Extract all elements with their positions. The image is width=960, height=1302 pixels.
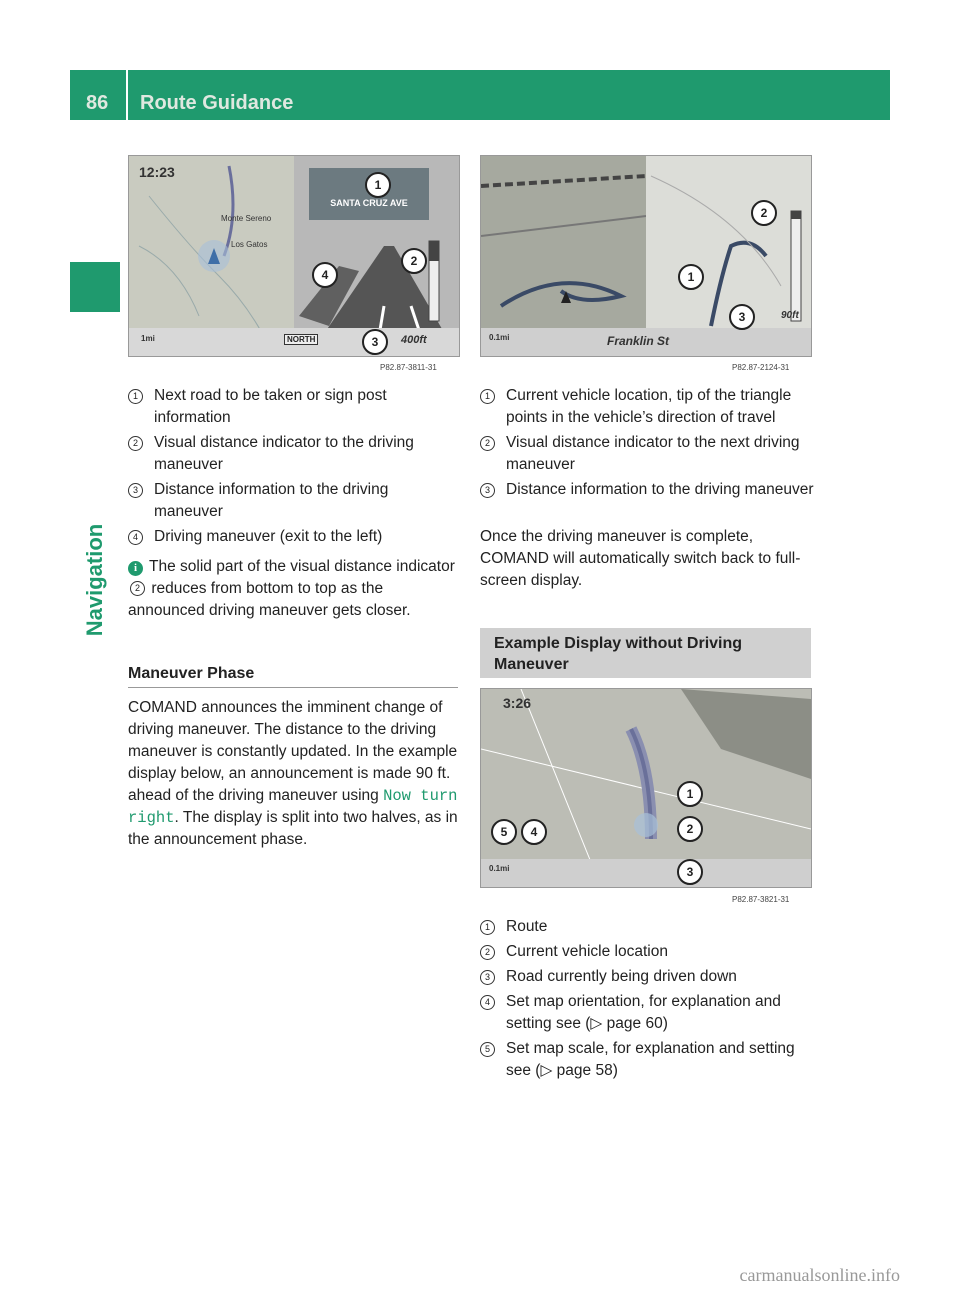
- item-text: Current vehicle location: [506, 943, 668, 960]
- fig3-callout-2: 2: [677, 816, 703, 842]
- list-item: [480, 916, 815, 938]
- side-tab-label-box: [72, 480, 118, 680]
- item-number: 3: [480, 970, 495, 985]
- example-heading-box: [480, 628, 811, 678]
- side-tab-label: Navigation: [82, 523, 107, 637]
- note-ref-number: 2: [130, 581, 145, 596]
- fig2-callout-1: 1: [678, 264, 704, 290]
- figure-announcement-display: [128, 155, 460, 357]
- fig1-callout-4: 4: [312, 262, 338, 288]
- item-text: Visual distance indicator to the driving maneuver: [154, 434, 414, 473]
- item-text: Current vehicle location, tip of the triangle points in the vehicle’s direction of travel: [506, 387, 792, 426]
- item-text: Set map scale, for explanation and setting see (▷ page 58): [506, 1040, 795, 1079]
- item-text: Route: [506, 918, 548, 935]
- maneuver-paragraph: [128, 697, 462, 851]
- list-item: [128, 526, 460, 548]
- fig1-time: 12:23: [139, 164, 175, 180]
- fig1-callout-1: 1: [365, 172, 391, 198]
- item-number: 1: [480, 920, 495, 935]
- side-tab: [70, 262, 120, 312]
- split-map-graphic: [481, 156, 811, 356]
- list-item: [128, 432, 460, 476]
- fig2-street: Franklin St: [607, 334, 670, 348]
- fig1-scale: 1mi: [141, 334, 155, 343]
- fig3-callout-5: 5: [491, 819, 517, 845]
- note-text-after: reduces from bottom to top as the announced driving maneuver gets closer.: [128, 580, 411, 619]
- fig1-sign-text: SANTA CRUZ AVE: [330, 198, 408, 208]
- fig3-callout-1: 1: [677, 781, 703, 807]
- right-legend-list: [480, 385, 815, 504]
- list-item: [480, 941, 815, 963]
- maneuver-heading: Maneuver Phase: [128, 665, 255, 682]
- heading-rule: [128, 687, 458, 688]
- figure-maneuver-display: [480, 155, 812, 357]
- item-text: Visual distance indicator to the next driving maneuver: [506, 434, 800, 473]
- fig1-callout-3: 3: [362, 329, 388, 355]
- fig3-time: 3:26: [503, 695, 532, 711]
- fig1-place-1: Monte Sereno: [221, 214, 272, 223]
- list-item: [480, 966, 815, 988]
- fig1-callout-2: 2: [401, 248, 427, 274]
- note-text-before: The solid part of the visual distance indicator: [149, 558, 455, 575]
- item-number: 3: [480, 483, 495, 498]
- item-number: 1: [480, 389, 495, 404]
- item-text: Distance information to the driving maneuver: [154, 481, 389, 520]
- list-item: [480, 1038, 815, 1082]
- item-text: Driving maneuver (exit to the left): [154, 528, 383, 545]
- page-number: 86: [86, 92, 109, 114]
- fig1-distance: 400ft: [401, 334, 427, 346]
- fig1-place-2: Los Gatos: [231, 240, 268, 249]
- item-number: 4: [480, 995, 495, 1010]
- fig1-code: P82.87-3811-31: [380, 363, 437, 372]
- fig1-orientation: NORTH: [284, 334, 318, 345]
- footer-watermark: carmanualsonline.info: [739, 1265, 900, 1285]
- left-legend-list: [128, 385, 460, 551]
- voice-command: Now turn right: [128, 787, 458, 827]
- item-number: 2: [480, 945, 495, 960]
- item-number: 2: [480, 436, 495, 451]
- info-icon: i: [128, 561, 143, 576]
- item-number: 1: [128, 389, 143, 404]
- section-title: Route Guidance: [140, 92, 294, 114]
- item-text: Set map orientation, for explanation and setting see (▷ page 60): [506, 993, 781, 1032]
- list-item: [128, 479, 460, 523]
- item-number: 4: [128, 530, 143, 545]
- list-item: [480, 385, 815, 429]
- fig3-callout-4: 4: [521, 819, 547, 845]
- example-heading: Example Display without Driving Maneuver: [494, 635, 743, 673]
- bottom-legend-list: [480, 916, 815, 1085]
- list-item: [480, 432, 815, 476]
- fig3-scale: 0.1mi: [489, 864, 510, 873]
- item-text: Road currently being driven down: [506, 968, 737, 985]
- fig3-callout-3: 3: [677, 859, 703, 885]
- info-note: [128, 556, 460, 622]
- fig3-code: P82.87-3821-31: [732, 895, 790, 904]
- fig2-distance: 90ft: [781, 310, 799, 321]
- fig2-code: P82.87-2124-31: [732, 363, 790, 372]
- right-paragraph: Once the driving maneuver is complete, COMAND will automatically switch back to full-screen display.: [480, 528, 801, 589]
- list-item: [128, 385, 460, 429]
- item-number: 2: [128, 436, 143, 451]
- maneuver-text-2: . The display is split into two halves, as in the announcement phase.: [128, 809, 458, 848]
- list-item: [480, 479, 815, 501]
- full-map-graphic: [481, 689, 811, 887]
- fig2-scale: 0.1mi: [489, 333, 510, 342]
- item-text: Distance information to the driving maneuver: [506, 481, 814, 498]
- figure-example-display: [480, 688, 812, 888]
- fig2-callout-3: 3: [729, 304, 755, 330]
- fig2-callout-2: 2: [751, 200, 777, 226]
- item-number: 5: [480, 1042, 495, 1057]
- header-divider: [126, 70, 128, 120]
- item-number: 3: [128, 483, 143, 498]
- maneuver-text-1: COMAND announces the imminent change of driving maneuver. The distance to the driving maneuver is constantly updated. In the example display below, an announcement is made 90 ft. ahead of the driving maneuver using: [128, 699, 458, 804]
- item-text: Next road to be taken or sign post information: [154, 387, 387, 426]
- list-item: [480, 991, 815, 1035]
